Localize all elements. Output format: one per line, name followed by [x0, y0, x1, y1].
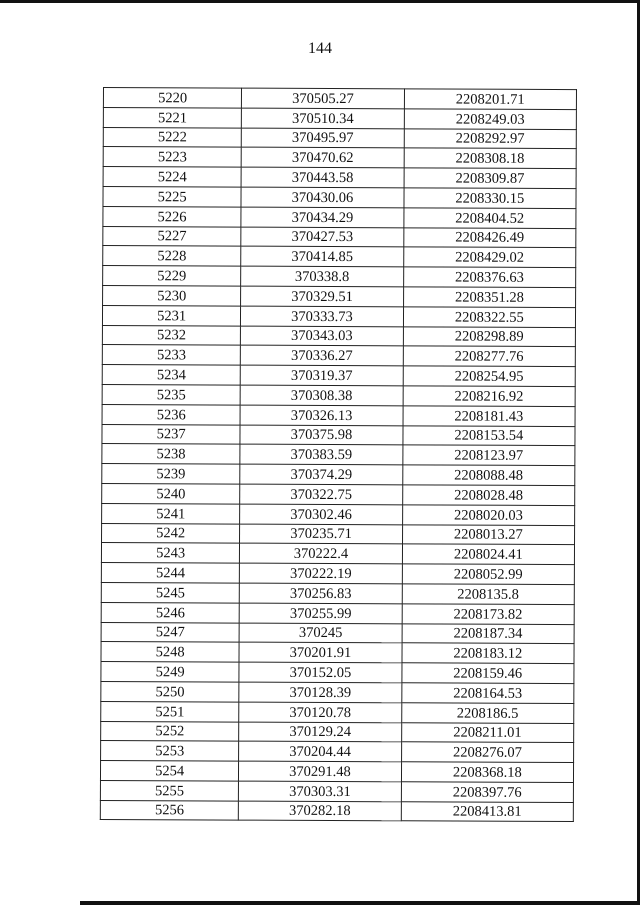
- scan-border-top: [0, 0, 640, 3]
- table-row: [102, 444, 575, 466]
- table-row: [101, 662, 574, 684]
- table-row: [102, 483, 575, 505]
- x-coordinate-cell: 370375.98: [240, 425, 402, 446]
- x-coordinate-cell: 370201.91: [239, 642, 401, 663]
- table-row: [101, 642, 574, 664]
- table-row: [103, 226, 576, 248]
- point-id-cell: 5221: [103, 107, 241, 127]
- y-coordinate-cell: 2208368.18: [401, 762, 573, 783]
- table-row: [102, 464, 575, 486]
- y-coordinate-cell: 2208277.76: [403, 346, 575, 367]
- x-coordinate-cell: 370470.62: [241, 147, 403, 168]
- point-id-cell: 5236: [102, 404, 240, 424]
- y-coordinate-cell: 2208376.63: [403, 267, 575, 288]
- table-row: [103, 186, 576, 208]
- table-row: [103, 206, 576, 228]
- table-row: [101, 602, 574, 624]
- x-coordinate-cell: 370128.39: [239, 682, 401, 703]
- y-coordinate-cell: 2208159.46: [402, 663, 574, 684]
- y-coordinate-cell: 2208020.03: [402, 505, 574, 526]
- x-coordinate-cell: 370291.48: [239, 761, 401, 782]
- x-coordinate-cell: 370120.78: [239, 702, 401, 723]
- x-coordinate-cell: 370152.05: [239, 662, 401, 683]
- point-id-cell: 5253: [101, 741, 239, 761]
- point-id-cell: 5226: [103, 206, 241, 226]
- x-coordinate-cell: 370374.29: [240, 464, 402, 485]
- y-coordinate-cell: 2208024.41: [402, 544, 574, 565]
- y-coordinate-cell: 2208249.03: [404, 109, 576, 130]
- table-row: [100, 761, 573, 783]
- point-id-cell: 5239: [102, 464, 240, 484]
- x-coordinate-cell: 370235.71: [240, 524, 402, 545]
- y-coordinate-cell: 2208308.18: [404, 148, 576, 169]
- y-coordinate-cell: 2208186.5: [401, 703, 573, 724]
- y-coordinate-cell: 2208052.99: [402, 564, 574, 585]
- y-coordinate-cell: 2208254.95: [403, 366, 575, 387]
- point-id-cell: 5237: [102, 424, 240, 444]
- point-id-cell: 5238: [102, 444, 240, 464]
- y-coordinate-cell: 2208201.71: [404, 89, 576, 110]
- x-coordinate-cell: 370510.34: [242, 108, 404, 129]
- point-id-cell: 5255: [100, 780, 238, 800]
- x-coordinate-cell: 370427.53: [241, 227, 403, 248]
- y-coordinate-cell: 2208123.97: [402, 445, 574, 466]
- x-coordinate-cell: 370222.19: [240, 563, 402, 584]
- x-coordinate-cell: 370129.24: [239, 722, 401, 743]
- coordinates-table: [100, 87, 577, 823]
- table-row: [100, 780, 573, 802]
- y-coordinate-cell: 2208276.07: [401, 742, 573, 763]
- table-row: [101, 622, 574, 644]
- coordinates-table-wrapper: [100, 87, 577, 823]
- x-coordinate-cell: 370308.38: [240, 385, 402, 406]
- point-id-cell: 5246: [101, 602, 239, 622]
- x-coordinate-cell: 370255.99: [239, 603, 401, 624]
- x-coordinate-cell: 370505.27: [242, 88, 404, 109]
- y-coordinate-cell: 2208429.02: [403, 247, 575, 268]
- point-id-cell: 5220: [103, 88, 241, 108]
- x-coordinate-cell: 370430.06: [241, 187, 403, 208]
- table-row: [102, 404, 575, 426]
- y-coordinate-cell: 2208183.12: [402, 643, 574, 664]
- table-row: [102, 325, 575, 347]
- table-row: [101, 563, 574, 585]
- table-row: [102, 523, 575, 545]
- point-id-cell: 5224: [103, 167, 241, 187]
- y-coordinate-cell: 2208404.52: [404, 208, 576, 229]
- point-id-cell: 5229: [103, 266, 241, 286]
- coordinates-table-body: [100, 88, 576, 823]
- x-coordinate-cell: 370343.03: [241, 326, 403, 347]
- y-coordinate-cell: 2208164.53: [401, 683, 573, 704]
- table-row: [102, 503, 575, 525]
- table-row: [101, 543, 574, 565]
- point-id-cell: 5222: [103, 127, 241, 147]
- point-id-cell: 5233: [102, 345, 240, 365]
- x-coordinate-cell: 370443.58: [241, 167, 403, 188]
- point-id-cell: 5242: [102, 523, 240, 543]
- table-row: [103, 266, 576, 288]
- point-id-cell: 5248: [101, 642, 239, 662]
- table-row: [101, 701, 574, 723]
- y-coordinate-cell: 2208292.97: [404, 128, 576, 149]
- table-row: [103, 246, 576, 268]
- point-id-cell: 5223: [103, 147, 241, 167]
- table-row: [103, 88, 576, 110]
- point-id-cell: 5227: [103, 226, 241, 246]
- point-id-cell: 5249: [101, 662, 239, 682]
- y-coordinate-cell: 2208216.92: [403, 386, 575, 407]
- y-coordinate-cell: 2208153.54: [403, 425, 575, 446]
- point-id-cell: 5235: [102, 384, 240, 404]
- point-id-cell: 5252: [101, 721, 239, 741]
- table-row: [102, 345, 575, 367]
- point-id-cell: 5244: [101, 563, 239, 583]
- point-id-cell: 5225: [103, 186, 241, 206]
- x-coordinate-cell: 370434.29: [241, 207, 403, 228]
- point-id-cell: 5241: [102, 503, 240, 523]
- point-id-cell: 5256: [100, 800, 238, 820]
- y-coordinate-cell: 2208181.43: [403, 406, 575, 427]
- point-id-cell: 5254: [100, 761, 238, 781]
- x-coordinate-cell: 370282.18: [239, 801, 401, 822]
- x-coordinate-cell: 370333.73: [241, 306, 403, 327]
- y-coordinate-cell: 2208298.89: [403, 326, 575, 347]
- x-coordinate-cell: 370245: [239, 623, 401, 644]
- y-coordinate-cell: 2208322.55: [403, 307, 575, 328]
- x-coordinate-cell: 370326.13: [240, 405, 402, 426]
- point-id-cell: 5243: [101, 543, 239, 563]
- point-id-cell: 5234: [102, 365, 240, 385]
- point-id-cell: 5230: [103, 285, 241, 305]
- table-row: [103, 167, 576, 189]
- point-id-cell: 5231: [102, 305, 240, 325]
- table-row: [103, 285, 576, 307]
- point-id-cell: 5240: [102, 483, 240, 503]
- table-row: [101, 582, 574, 604]
- y-coordinate-cell: 2208211.01: [401, 722, 573, 743]
- x-coordinate-cell: 370338.8: [241, 266, 403, 287]
- table-row: [103, 127, 576, 149]
- y-coordinate-cell: 2208013.27: [402, 524, 574, 545]
- y-coordinate-cell: 2208135.8: [402, 584, 574, 605]
- y-coordinate-cell: 2208330.15: [404, 188, 576, 209]
- y-coordinate-cell: 2208187.34: [402, 623, 574, 644]
- table-row: [102, 305, 575, 327]
- point-id-cell: 5232: [102, 325, 240, 345]
- scan-border-bottom: [80, 901, 640, 905]
- y-coordinate-cell: 2208173.82: [402, 604, 574, 625]
- y-coordinate-cell: 2208426.49: [403, 227, 575, 248]
- y-coordinate-cell: 2208351.28: [403, 287, 575, 308]
- x-coordinate-cell: 370336.27: [241, 345, 403, 366]
- x-coordinate-cell: 370319.37: [240, 365, 402, 386]
- table-row: [102, 424, 575, 446]
- y-coordinate-cell: 2208413.81: [401, 801, 573, 822]
- table-row: [102, 384, 575, 406]
- table-row: [101, 681, 574, 703]
- x-coordinate-cell: 370383.59: [240, 444, 402, 465]
- point-id-cell: 5250: [101, 681, 239, 701]
- y-coordinate-cell: 2208397.76: [401, 782, 573, 803]
- y-coordinate-cell: 2208088.48: [402, 465, 574, 486]
- point-id-cell: 5228: [103, 246, 241, 266]
- table-row: [100, 800, 573, 822]
- x-coordinate-cell: 370322.75: [240, 484, 402, 505]
- table-row: [103, 107, 576, 129]
- table-row: [101, 721, 574, 743]
- point-id-cell: 5245: [101, 582, 239, 602]
- x-coordinate-cell: 370303.31: [239, 781, 401, 802]
- point-id-cell: 5251: [101, 701, 239, 721]
- x-coordinate-cell: 370204.44: [239, 741, 401, 762]
- y-coordinate-cell: 2208309.87: [404, 168, 576, 189]
- x-coordinate-cell: 370222.4: [240, 543, 402, 564]
- table-row: [101, 741, 574, 763]
- x-coordinate-cell: 370495.97: [242, 128, 404, 149]
- x-coordinate-cell: 370414.85: [241, 246, 403, 267]
- table-row: [103, 147, 576, 169]
- x-coordinate-cell: 370256.83: [240, 583, 402, 604]
- y-coordinate-cell: 2208028.48: [402, 485, 574, 506]
- page-number: 144: [308, 40, 332, 57]
- point-id-cell: 5247: [101, 622, 239, 642]
- x-coordinate-cell: 370329.51: [241, 286, 403, 307]
- x-coordinate-cell: 370302.46: [240, 504, 402, 525]
- table-row: [102, 365, 575, 387]
